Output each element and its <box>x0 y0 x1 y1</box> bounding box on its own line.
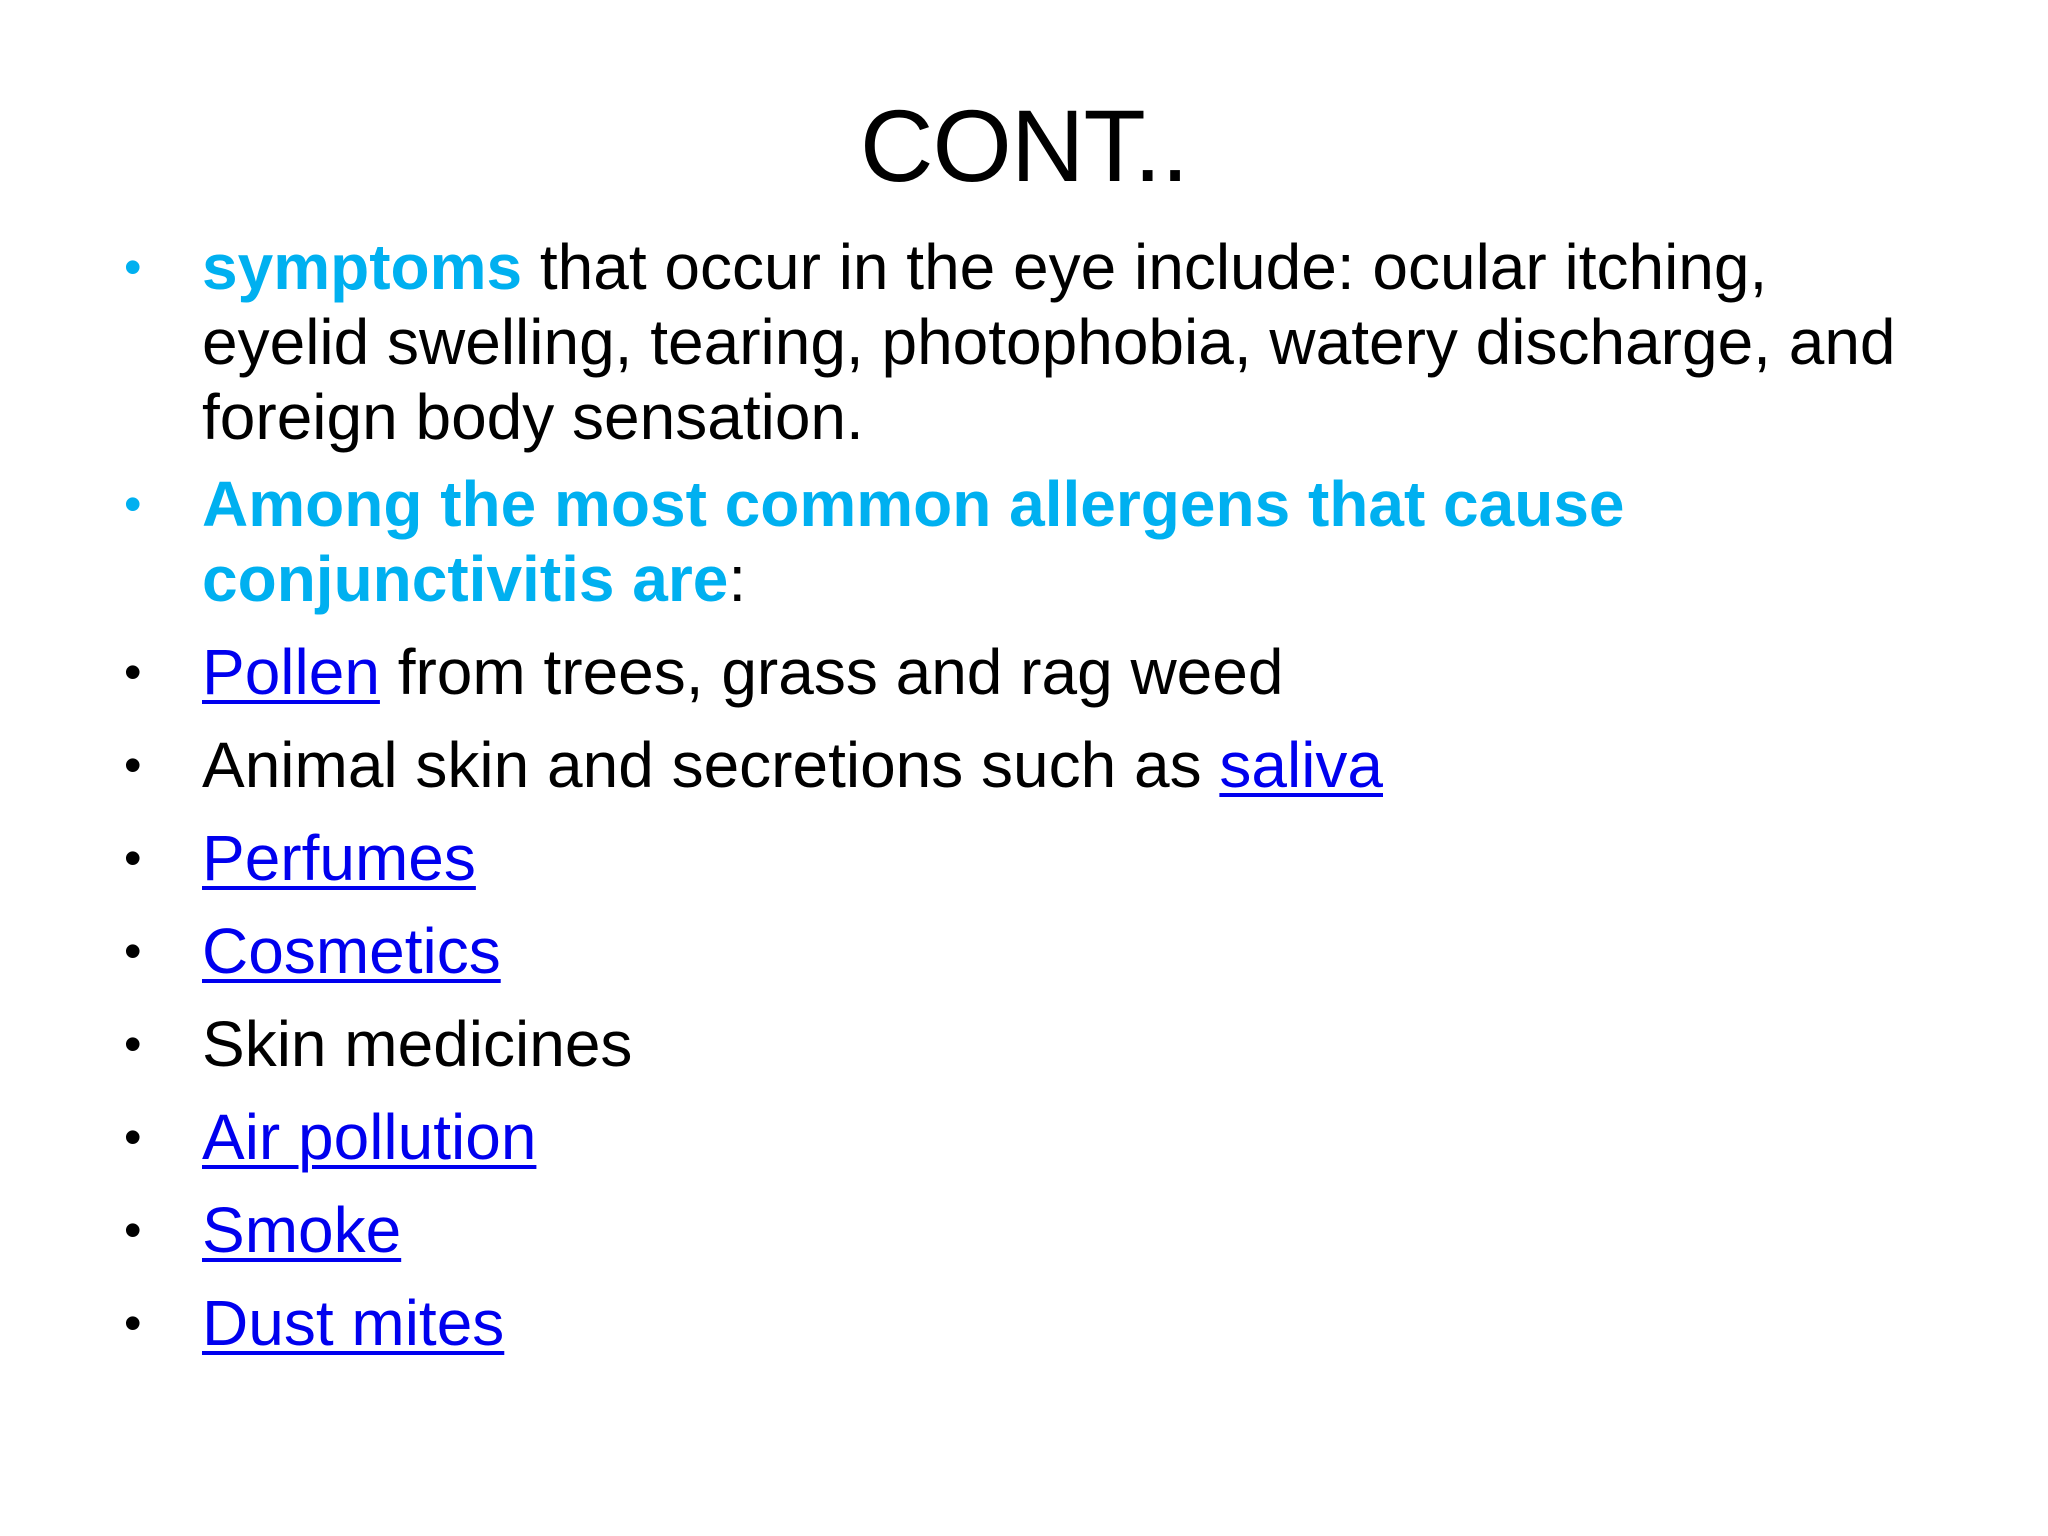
bullet-dot: • <box>124 1016 142 1072</box>
bullet-air-pollution <box>120 1100 1950 1175</box>
bullet-dot: • <box>124 1202 142 1258</box>
skin-medicines-text: Skin medicines <box>202 1008 633 1080</box>
bullet-perfumes <box>120 821 1950 896</box>
air-pollution-link[interactable]: Air pollution <box>202 1101 537 1173</box>
symptoms-text: that occur in the eye include: ocular itching, eyelid swelling, tearing, photophobia, watery discharge, and foreign body sensation. <box>202 231 1896 453</box>
bullet-list <box>120 230 1950 1379</box>
saliva-link[interactable]: saliva <box>1219 729 1383 801</box>
pollen-link[interactable]: Pollen <box>202 636 380 708</box>
bullet-dot: • <box>124 737 142 793</box>
bullet-allergens-heading <box>120 467 1950 617</box>
symptoms-keyword: symptoms <box>202 231 523 303</box>
bullet-dot: • <box>124 1295 142 1351</box>
bullet-cosmetics <box>120 914 1950 989</box>
bullet-dot: • <box>124 830 142 886</box>
bullet-dot: • <box>124 239 142 295</box>
bullet-animal-skin <box>120 728 1950 803</box>
bullet-dust-mites <box>120 1286 1950 1361</box>
allergens-heading: Among the most common allergens that cause conjunctivitis are <box>202 468 1625 615</box>
animal-skin-text: Animal skin and secretions such as <box>202 729 1220 801</box>
perfumes-link[interactable]: Perfumes <box>202 822 476 894</box>
bullet-dot: • <box>124 476 142 532</box>
bullet-dot: • <box>124 1109 142 1165</box>
dust-mites-link[interactable]: Dust mites <box>202 1287 505 1359</box>
smoke-link[interactable]: Smoke <box>202 1194 402 1266</box>
bullet-symptoms <box>120 230 1950 455</box>
bullet-smoke <box>120 1193 1950 1268</box>
bullet-skin-medicines <box>120 1007 1950 1082</box>
slide-title: CONT.. <box>859 89 1189 203</box>
bullet-dot: • <box>124 923 142 979</box>
bullet-pollen <box>120 635 1950 710</box>
allergens-colon: : <box>728 543 747 615</box>
pollen-text: from trees, grass and rag weed <box>379 636 1284 708</box>
cosmetics-link[interactable]: Cosmetics <box>202 915 501 987</box>
bullet-dot: • <box>124 644 142 700</box>
